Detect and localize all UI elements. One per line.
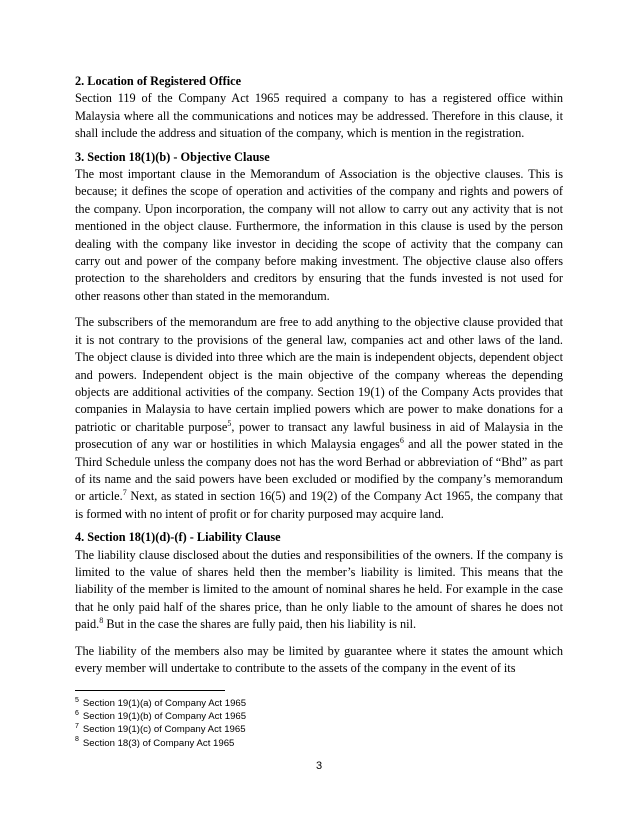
paragraph-text: Next, as stated in section 16(5) and 19(2) of the Company Act 1965, the company that is formed with no intent of profit or for charity purposed may acquire land.	[75, 489, 563, 521]
footnote-reference: 5	[227, 418, 232, 428]
section	[75, 529, 563, 677]
paragraph-text: Section 119 of the Company Act 1965 required a company to has a registered office within Malaysia where all the communications and notices may be addressed. Therefore in this clause, it shall include the address and situation of the company, which is mention in the registration.	[75, 91, 563, 141]
section	[75, 73, 563, 143]
footnote-reference: 7	[122, 488, 127, 498]
section-heading: 3. Section 18(1)(b) - Objective Clause	[75, 149, 270, 164]
footnote-reference: 6	[399, 436, 404, 446]
footnote	[75, 737, 375, 750]
paragraph	[75, 547, 563, 634]
footnote-number: 8	[75, 736, 79, 744]
paragraph-text: The liability of the members also may be limited by guarantee where it states the amount which every member will undertake to contribute to the assets of the company in the event of its	[75, 643, 563, 675]
footnote-number: 7	[75, 723, 79, 731]
paragraph	[75, 90, 563, 142]
paragraph-text: and all the power stated in the Third Schedule unless the company does not has the word Berhad or abbreviation of “Bhd” as part of its name and the said powers have been excluded or modified by the company’s memorandum or article.	[75, 437, 563, 504]
paragraph-text: , power to transact any lawful business in aid of Malaysia in the prosecution of any war or hostilities in which Malaysia engages	[75, 419, 563, 452]
footnote-separator	[75, 690, 225, 691]
paragraph	[75, 643, 563, 678]
footnote-text: Section 18(3) of Company Act 1965	[82, 737, 235, 749]
section-heading: 2. Location of Registered Office	[75, 74, 242, 88]
paragraph-text: The most important clause in the Memorandum of Association is the objective clauses. This is because; it defines the scope of operation and activities of the company and rights and powers of the company. Upon incorporation, the company will not allow to carry out any activity that is not mentioned in the object clause. Furthermore, the information in this clause is used by the person dealing with the company like investor in deciding the scope of activity that the company can carry out and power of the company before making investment. The objective clause also offers protection to the shareholders and creditors by ensuring that the funds invested is not used for other reasons other than stated in the memorandum.	[75, 167, 563, 303]
footnote	[75, 697, 375, 710]
footnote-reference: 8	[99, 616, 104, 626]
footnote-text: Section 19(1)(c) of Company Act 1965	[82, 724, 246, 736]
section-heading: 4. Section 18(1)(d)-(f) - Liability Clause	[75, 530, 281, 545]
footnote-text: Section 19(1)(b) of Company Act 1965	[82, 711, 247, 723]
document-body	[75, 73, 563, 683]
footnotes	[75, 697, 375, 750]
paragraph	[75, 166, 563, 305]
section	[75, 149, 563, 524]
footnote-text: Section 19(1)(a) of Company Act 1965	[82, 698, 247, 709]
footnote	[75, 723, 375, 736]
page-number: 3	[315, 760, 323, 772]
footnote	[75, 710, 375, 723]
paragraph	[75, 314, 563, 523]
footnote-number: 6	[75, 710, 79, 718]
footnote-number: 5	[75, 696, 79, 704]
paragraph-text: But in the case the shares are fully paid, then his liability is nil.	[103, 617, 417, 632]
paragraph-text: The subscribers of the memorandum are free to add anything to the objective clause provided that it is not contrary to the provisions of the general law, companies act and other laws of the land. The object clause is divided into three which are the main is independent objects, dependent object and powers. Independent object is the main objective of the company whereas the depending objects are additional activities of the company. Section 19(1) of the Company Acts provides that companies in Malaysia to have certain implied powers which are power to make donations for a patriotic or charitable purpose	[75, 315, 563, 434]
paragraph-text: The liability clause disclosed about the duties and responsibilities of the owners. If the company is limited to the value of shares held then the member’s liability is limited. This means that the liability of the member is limited to the amount of nominal shares he held. For example in the case that he only paid half of the shares price, than he only liable to the amount of shares he does not paid.	[75, 547, 563, 632]
